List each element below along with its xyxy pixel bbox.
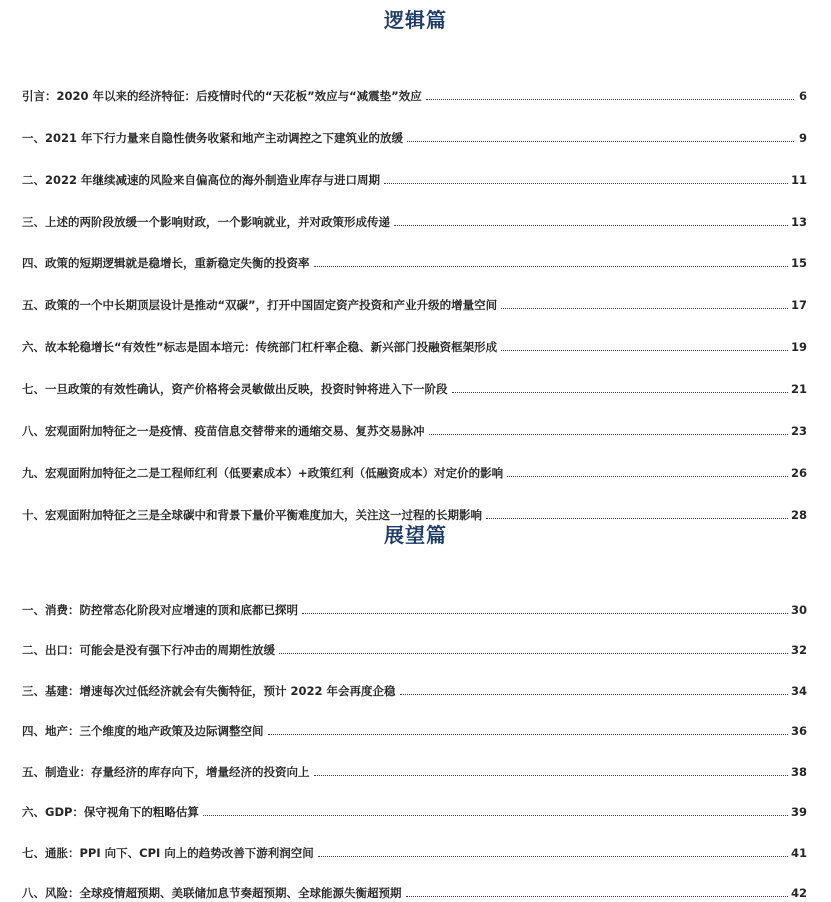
toc-entry-title[interactable]: 三、基建：增速每次过低经济就会有失衡特征，预计 2022 年会再度企稳 <box>22 683 396 698</box>
dot-leader <box>314 265 788 267</box>
toc-entry-title[interactable]: 五、制造业：存量经济的库存向下，增量经济的投资向上 <box>22 764 310 779</box>
toc-entry-title[interactable]: 八、风险：全球疫情超预期、美联储加息节奏超预期、全球能源失衡超预期 <box>22 886 402 900</box>
toc-entry[interactable] <box>22 577 807 618</box>
toc-entry-title[interactable]: 五、政策的一个中长期顶层设计是推动“双碳”，打开中国固定资产投资和产业升级的增量空间 <box>22 298 498 313</box>
toc-entry[interactable] <box>22 355 807 397</box>
toc-entry-title[interactable]: 六、故本轮稳增长“有效性”标志是固本培元：传统部门杠杆率企稳、新兴部门投融资框架形成 <box>22 340 498 355</box>
toc-entry[interactable] <box>22 699 807 740</box>
dot-leader <box>400 693 788 695</box>
toc-entry[interactable] <box>22 739 807 780</box>
toc-entry-title[interactable]: 二、出口：可能会是没有强下行冲击的周期性放缓 <box>22 643 275 657</box>
toc-entry-page-number[interactable]: 19 <box>790 340 807 355</box>
toc-entry-page-number[interactable]: 21 <box>790 382 807 397</box>
dot-leader <box>452 391 788 393</box>
toc-entry-title[interactable]: 四、政策的短期逻辑就是稳增长，重新稳定失衡的投资率 <box>22 256 310 271</box>
toc-entry[interactable] <box>22 780 807 821</box>
dot-leader <box>426 98 794 100</box>
toc-entry-title[interactable]: 四、地产：三个维度的地产政策及边际调整空间 <box>22 724 264 738</box>
dot-leader <box>406 895 788 897</box>
dot-leader <box>429 433 788 435</box>
dot-leader <box>268 733 788 735</box>
toc-entry[interactable] <box>22 62 807 104</box>
toc-entry[interactable] <box>22 481 807 523</box>
toc-entry-title[interactable]: 八、宏观面附加特征之一是疫情、疫苗信息交替带来的通缩交易、复苏交易脉冲 <box>22 424 425 439</box>
toc-entry-title[interactable]: 三、上述的两阶段放缓一个影响财政，一个影响就业，并对政策形成传递 <box>22 214 390 229</box>
toc-list-outlook <box>22 577 807 901</box>
toc-entry[interactable] <box>22 188 807 230</box>
toc-entry-page-number[interactable]: 42 <box>790 886 807 900</box>
toc-entry-title[interactable]: 十、宏观面附加特征之三是全球碳中和背景下量价平衡难度加大，关注这一过程的长期影响 <box>22 507 482 522</box>
dot-leader <box>203 814 788 816</box>
toc-entry-title[interactable]: 一、2021 年下行力量来自隐性债务收紧和地产主动调控之下建筑业的放缓 <box>22 130 404 145</box>
toc-entry-page-number[interactable]: 28 <box>790 507 807 522</box>
section-title-outlook: 展望篇 <box>384 523 447 547</box>
toc-entry-title[interactable]: 二、2022 年继续减速的风险来自偏高位的海外制造业库存与进口周期 <box>22 172 381 187</box>
toc-entry-page-number[interactable]: 39 <box>790 805 807 819</box>
toc-entry[interactable] <box>22 397 807 439</box>
toc-entry-page-number[interactable]: 34 <box>790 683 807 698</box>
toc-entry-title[interactable]: 引言：2020 年以来的经济特征：后疫情时代的“天花板”效应与“减震垫”效应 <box>22 88 422 103</box>
toc-entry[interactable] <box>22 439 807 481</box>
toc-entry-page-number[interactable]: 11 <box>790 172 807 187</box>
toc-entry-page-number[interactable]: 30 <box>790 602 807 617</box>
dot-leader <box>407 140 794 142</box>
toc-entry-page-number[interactable]: 15 <box>790 256 807 271</box>
toc-entry-title[interactable]: 七、一旦政策的有效性确认，资产价格将会灵敏做出反映，投资时钟将进入下一阶段 <box>22 382 448 397</box>
dot-leader <box>501 349 788 351</box>
toc-entry-page-number[interactable]: 13 <box>790 214 807 229</box>
toc-entry-page-number[interactable]: 26 <box>790 465 807 480</box>
toc-entry-title[interactable]: 一、消费：防控常态化阶段对应增速的顶和底都已探明 <box>22 602 298 617</box>
dot-leader <box>507 475 788 477</box>
toc-entry-page-number[interactable]: 38 <box>790 764 807 779</box>
toc-entry-page-number[interactable]: 41 <box>790 845 807 860</box>
toc-entry[interactable] <box>22 658 807 699</box>
toc-entry[interactable] <box>22 618 807 659</box>
toc-entry[interactable] <box>22 861 807 902</box>
toc-entry[interactable] <box>22 820 807 861</box>
section-title-logic: 逻辑篇 <box>384 8 447 32</box>
toc-entry[interactable] <box>22 146 807 188</box>
dot-leader <box>279 652 788 654</box>
toc-entry-page-number[interactable]: 9 <box>798 130 807 145</box>
dot-leader <box>302 612 788 614</box>
toc-entry-page-number[interactable]: 23 <box>790 424 807 439</box>
dot-leader <box>501 307 788 309</box>
toc-entry-page-number[interactable]: 17 <box>790 298 807 313</box>
toc-entry[interactable] <box>22 271 807 313</box>
toc-entry[interactable] <box>22 313 807 355</box>
toc-entry-page-number[interactable]: 6 <box>798 88 807 103</box>
toc-entry-title[interactable]: 七、通胀：PPI 向下、CPI 向上的趋势改善下游利润空间 <box>22 845 314 860</box>
dot-leader <box>314 774 788 776</box>
toc-entry[interactable] <box>22 104 807 146</box>
dot-leader <box>394 224 788 226</box>
toc-entry[interactable] <box>22 230 807 272</box>
toc-entry-page-number[interactable]: 32 <box>790 643 807 657</box>
toc-entry-page-number[interactable]: 36 <box>790 724 807 738</box>
dot-leader <box>318 855 788 857</box>
toc-list-logic <box>22 62 807 523</box>
dot-leader <box>384 182 788 184</box>
toc-entry-title[interactable]: 九、宏观面附加特征之二是工程师红利（低要素成本）+政策红利（低融资成本）对定价的影响 <box>22 465 504 480</box>
toc-entry-title[interactable]: 六、GDP：保守视角下的粗略估算 <box>22 805 199 819</box>
